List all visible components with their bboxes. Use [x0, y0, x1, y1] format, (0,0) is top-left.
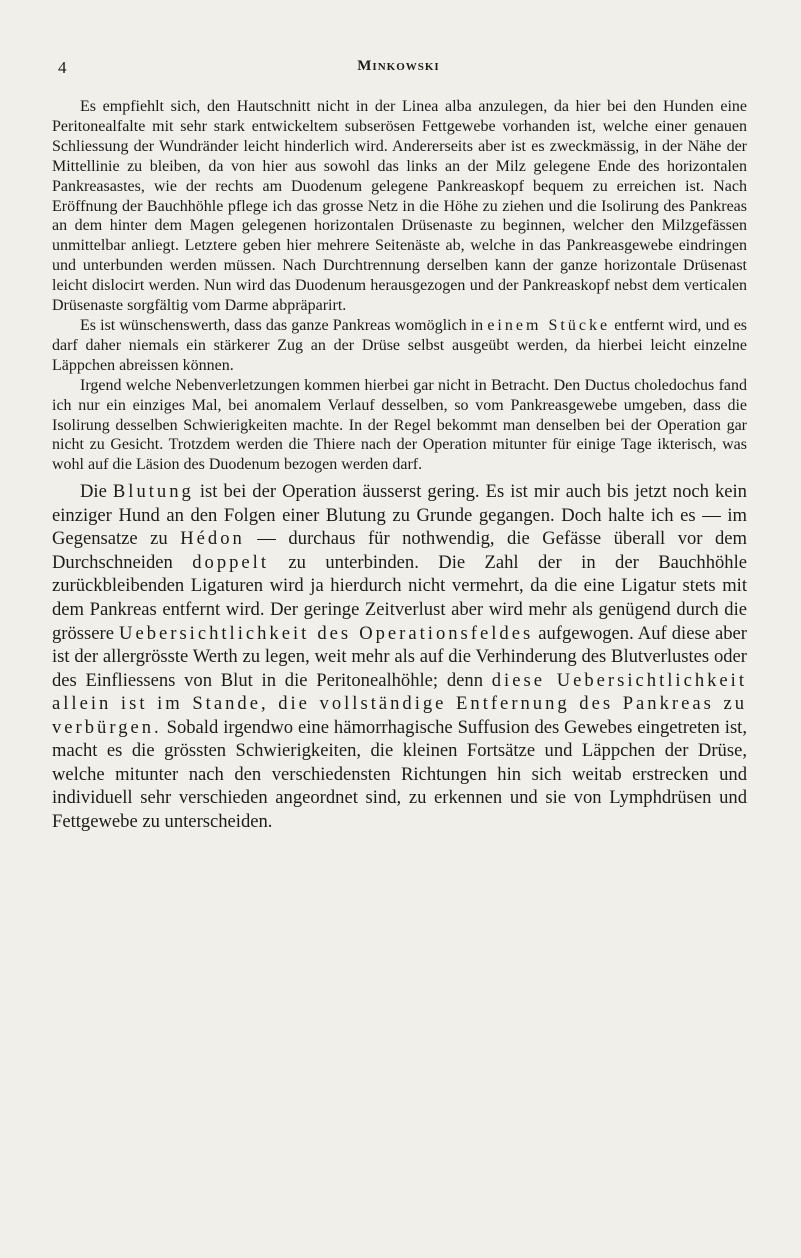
running-head: Minkowski	[357, 58, 440, 74]
p2-text-a: Es ist wünschenswerth, dass das ganze Pankreas womöglich in	[80, 316, 488, 334]
paragraph-3: Irgend welche Nebenverletzungen kommen hierbei gar nicht in Betracht. Den Ductus choledochus fand ich nur ein einziges Mal, bei anomalem Verlauf desselben, so vom Pankreasgewebe umgeben, dass die Isolirung desselben Schwierigkeiten machte. In der Regel bekommt man denselben bei der Operation gar nicht zu Gesicht. Trotzdem werden die Thiere nach der Operation mitunter für einige Tage ikterisch, was wohl auf die Läsion des Duodenum bezogen werden darf.	[52, 376, 747, 474]
p2-text-c: entfernt wird, und es darf daher niemals ein stärkerer Zug an der Drüse selbst ausgeübt werden, da hierbei leicht einzelne Läppchen abreissen können.	[52, 316, 748, 374]
p4-emphasis-doppelt: doppelt	[192, 551, 270, 573]
p4-emphasis-blutung: Blutung	[112, 481, 194, 503]
paragraph-1: Es empfiehlt sich, den Hautschnitt nicht in der Linea alba anzulegen, da hier bei den Hunden eine Peritonealfalte mit sehr stark entwickeltem subserösen Fettgewebe vorhanden ist, welche einer genauen Schliessung der Wundränder leicht hinderlich wird. Andererseits aber ist es zweckmässig, in der Nähe der Mittellinie zu bleiben, da von hier aus sowohl das links an der Milz gelegene Ende des horizontalen Pankreasastes, wie der rechts am Duodenum gelegene Pankreaskopf bequem zu erreichen ist. Nach Eröffnung der Bauchhöhle pflege ich das grosse Netz in die Höhe zu ziehen und die Isolirung des Pankreas an dem hinter dem Magen gelegenen horizontalen Drüsenaste zu beginnen, welcher den Milzgefässen unmittelbar anliegt. Letztere geben hier mehrere Seitenäste ab, welche in das Pankreasgewebe eindringen und unterbunden werden müssen. Nach Durchtrennung derselben kann der ganze horizontale Drüsenast leicht dislocirt werden. Nun wird das Duodenum herausgezogen und der Pankreaskopf nebst dem verticalen Drüsenaste sorgfältig vom Darme abpräparirt.	[52, 98, 747, 315]
p4-emphasis-sentence: diese Uebersichtlichkeit allein ist im Stande, die vollständige Entfernung des Pankreas zu verbürgen.	[52, 669, 748, 738]
p4-text-c: ist bei der Operation äusserst gering. Es ist mir auch bis jetzt noch kein einziger Hund an den Folgen einer Blutung zu Grunde gegangen. Doch halte ich es — im Gegensatze zu	[52, 481, 747, 550]
paragraph-4	[52, 480, 747, 833]
page-header	[58, 58, 739, 80]
p4-text-g: zu unterbinden. Die Zahl der in der Bauchhöhle zurückbleibenden Ligaturen wird ja hierdurch nicht vermehrt, da die eine Ligatur stets mit dem Pankreas entfernt wird. Der geringe Zeitverlust aber wird mehr als genügend durch die grössere	[52, 551, 747, 644]
body-text	[52, 97, 747, 833]
p4-emphasis-uebersicht: Uebersichtlichkeit des Operationsfeldes	[119, 622, 534, 644]
p4-text-i: aufgewogen. Auf diese aber ist der allergrösste Werth zu legen, weit mehr als auf die Verhinderung des Blutverlustes oder des Einfliessens von Blut in die Peritonealhöhle; denn	[52, 622, 747, 691]
p4-author-hedon: Hédon	[180, 528, 245, 550]
p4-text-k: Sobald irgendwo eine hämorrhagische Suffusion des Gewebes eingetreten ist, macht es die grössten Schwierigkeiten, die kleinen Fortsätze und Läppchen der Drüse, welche mitunter nach den verschiedensten Richtungen hin sich weitab erstrecken und individuell sehr verschieden angeordnet sind, zu erkennen und sie von Lymphdrüsen und Fettgewebe zu unterscheiden.	[52, 716, 747, 832]
paragraph-2	[52, 316, 747, 376]
p4-text-e: — durchaus für nothwendig, die Gefässe überall vor dem Durchschneiden	[52, 528, 747, 573]
p4-text-a: Die	[80, 481, 113, 503]
page-number: 4	[58, 58, 67, 77]
p2-emphasis: einem Stücke	[487, 316, 611, 334]
